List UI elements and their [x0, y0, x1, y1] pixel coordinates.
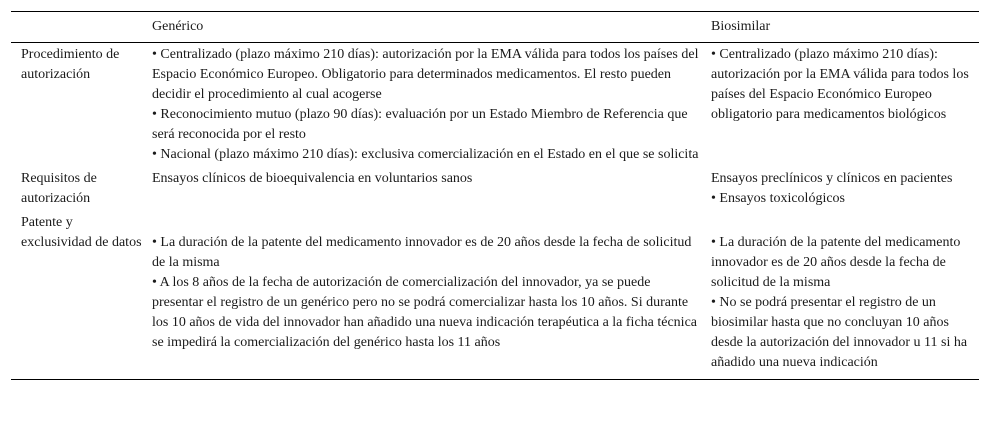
generico-item: • La duración de la patente del medicamento innovador es de 20 años desde la fecha de solicitud de la misma	[152, 235, 692, 270]
row-label: Patente y exclusividad de datos	[11, 211, 142, 380]
generico-item: Ensayos clínicos de bioequivalencia en voluntarios sanos	[152, 171, 473, 186]
biosimilar-cell	[701, 43, 979, 168]
biosimilar-item: • Centralizado (plazo máximo 210 días): autorización por la EMA válida para todos los países del Espacio Económico Europeo obligatorio para medicamentos biológicos	[711, 47, 969, 122]
cell-spacer	[152, 213, 701, 233]
generico-item: • Centralizado (plazo máximo 210 días): autorización por la EMA válida para todos los países del Espacio Económico Europeo. Obligatorio para determinados medicamentos. El resto pueden decidir el procedimiento al cual acogerse	[152, 47, 699, 102]
generico-item: • Nacional (plazo máximo 210 días): exclusiva comercialización en el Estado en el que se solicita	[152, 147, 699, 162]
row-label: Procedimiento de autorización	[21, 47, 120, 82]
row-label: Requisitos de autorización	[21, 171, 97, 206]
generico-cell	[142, 167, 701, 211]
header-empty	[11, 12, 142, 43]
row-requisitos	[11, 167, 979, 211]
generico-item: • Reconocimiento mutuo (plazo 90 días): evaluación por un Estado Miembro de Referencia que será reconocida por el resto	[152, 107, 688, 142]
biosimilar-item: • No se podrá presentar el registro de un biosimilar hasta que no concluyan 10 años desde la autorización del innovador u 11 si ha añadido una nueva indicación	[711, 295, 968, 370]
biosimilar-item: • La duración de la patente del medicamento innovador es de 20 años desde la fecha de solicitud de la misma	[711, 235, 961, 290]
cell-spacer	[711, 213, 979, 233]
generico-cell	[142, 43, 701, 168]
biosimilar-cell	[701, 167, 979, 211]
comparison-table	[11, 11, 979, 380]
row-patente	[11, 211, 979, 380]
row-procedimiento	[11, 43, 979, 168]
header-biosimilar: Biosimilar	[701, 12, 979, 43]
biosimilar-item: • Ensayos toxicológicos	[711, 191, 845, 206]
header-row	[11, 12, 979, 43]
generico-cell	[142, 211, 701, 380]
generico-item: • A los 8 años de la fecha de autorización de comercialización del innovador, ya se puede presentar el registro de un genérico pero no se podrá comercializar hasta los 10 años. Si durante los 10 años de vida del innovador han añadido una nueva indicación terapéutica a la ficha técnica se impedirá la comercialización del genérico hasta los 11 años	[152, 275, 698, 350]
biosimilar-item: Ensayos preclínicos y clínicos en pacientes	[711, 171, 953, 186]
biosimilar-cell	[701, 211, 979, 380]
header-generico: Genérico	[142, 12, 701, 43]
